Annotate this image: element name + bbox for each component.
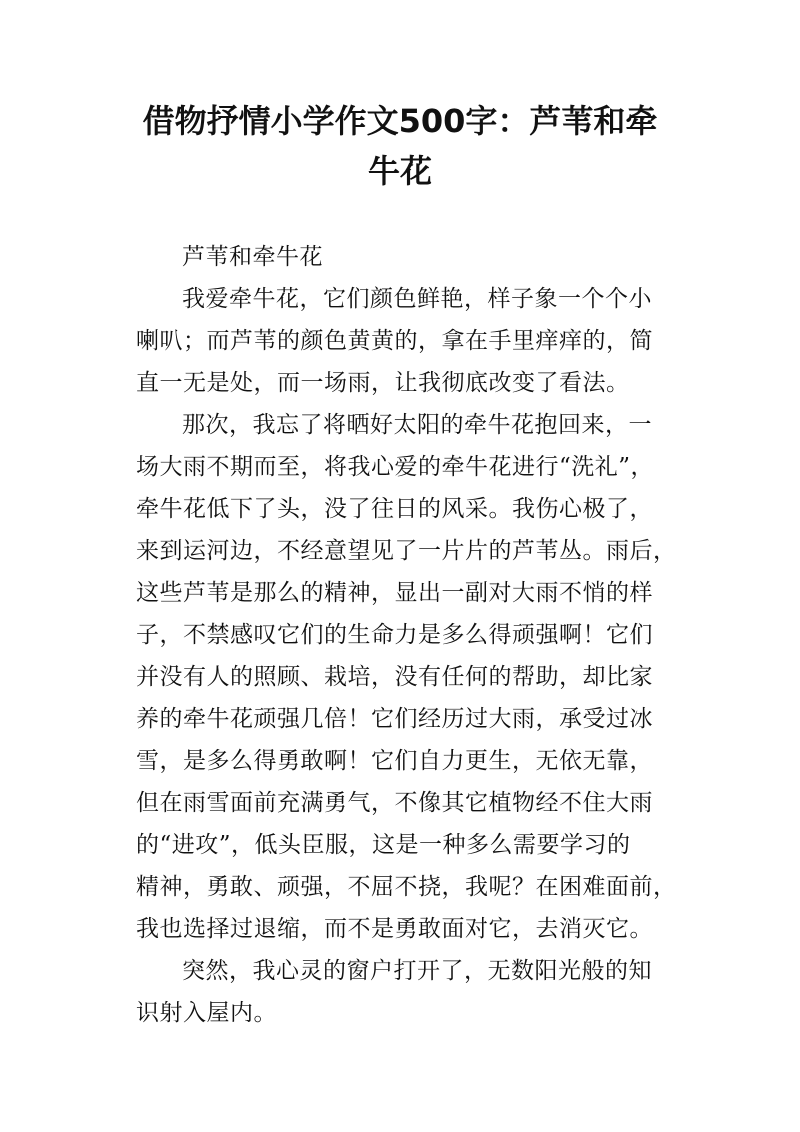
text-line: 突然，我心灵的窗户打开了，无数阳光般的知: [182, 958, 652, 984]
text-line: 直一无是处，而一场雨，让我彻底改变了看法。: [136, 370, 630, 396]
title-line: 借物抒情小学作文500字：芦苇和牵: [142, 102, 658, 140]
text-line: 我也选择过退缩，而不是勇敢面对它，去消灭它。: [136, 916, 653, 942]
text-line: 识射入屋内。: [136, 1000, 277, 1026]
text-line: 芦苇和牵牛花: [182, 244, 323, 270]
text-line: 养的牵牛花顽强几倍！它们经历过大雨，承受过冰: [136, 706, 653, 732]
text-line: 来到运河边，不经意望见了一片片的芦苇丛。雨后，: [136, 538, 677, 564]
text-line: 场大雨不期而至，将我心爱的牵牛花进行“洗礼”，: [136, 454, 655, 480]
paragraph: [136, 404, 676, 950]
text-line: 的“进攻”，低头臣服，这是一种多么需要学习的: [136, 832, 631, 858]
paragraph: [136, 278, 676, 404]
text-line: 我爱牵牛花，它们颜色鲜艳，样子象一个个小: [182, 286, 652, 312]
text-line: 但在雨雪面前充满勇气，不像其它植物经不住大雨: [136, 790, 653, 816]
document-body: [136, 236, 676, 1034]
text-line: 精神，勇敢、顽强，不屈不挠，我呢？在困难面前，: [136, 874, 677, 900]
text-line: 雪，是多么得勇敢啊！它们自力更生，无依无靠，: [136, 748, 653, 774]
title-line: 牛花: [367, 152, 432, 190]
text-line: 并没有人的照顾、栽培，没有任何的帮助，却比家: [136, 664, 653, 690]
paragraph-heading: [136, 236, 676, 278]
document-title: [120, 96, 680, 196]
text-line: 那次，我忘了将晒好太阳的牵牛花抱回来，一: [182, 412, 652, 438]
text-line: 这些芦苇是那么的精神，显出一副对大雨不悄的样: [136, 580, 653, 606]
paragraph: [136, 950, 676, 1034]
text-line: 子，不禁感叹它们的生命力是多么得顽强啊！它们: [136, 622, 653, 648]
text-line: 牵牛花低下了头，没了往日的风采。我伤心极了，: [136, 496, 653, 522]
text-line: 喇叭；而芦苇的颜色黄黄的，拿在手里痒痒的，简: [136, 328, 653, 354]
